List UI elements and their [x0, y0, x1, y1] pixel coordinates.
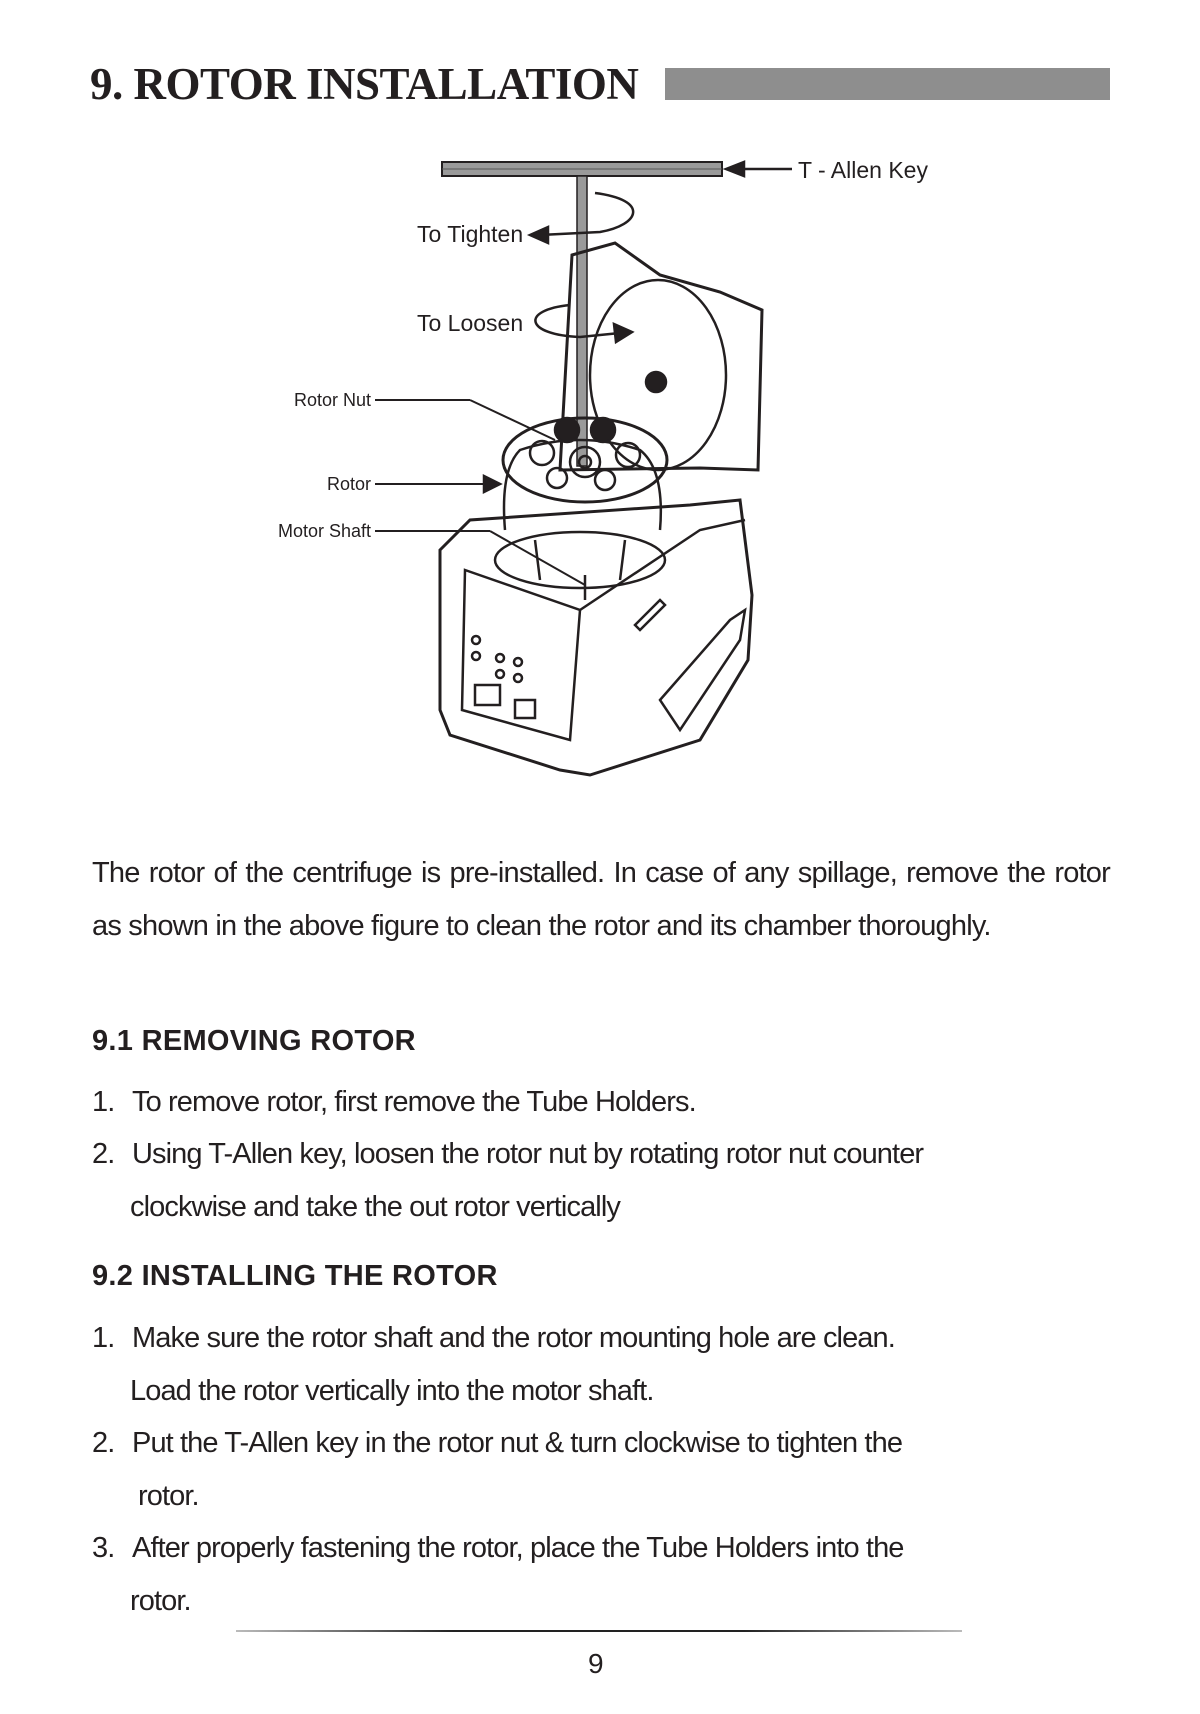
label-allen-key: T - Allen Key	[798, 157, 928, 183]
label-motor-shaft: Motor Shaft	[277, 521, 371, 541]
section-heading-removing-rotor: 9.1 REMOVING ROTOR	[92, 1025, 416, 1057]
list-item: 2. Using T-Allen key, loosen the rotor nut by rotating rotor nut counter clockwise and take the out rotor vertically	[92, 1138, 924, 1223]
list-item: 1. To remove rotor, first remove the Tube Holders.	[92, 1086, 696, 1118]
intro-paragraph: The rotor of the centrifuge is pre-installed. In case of any spillage, remove the rotor as shown in the above figure to clean the rotor and its chamber thoroughly.	[92, 857, 1110, 942]
section-heading-installing-rotor: 9.2 INSTALLING THE ROTOR	[92, 1260, 498, 1292]
label-rotor: Rotor	[326, 474, 371, 494]
rotor-installation-figure	[0, 130, 1200, 810]
footer-divider	[236, 1630, 962, 1632]
label-to-tighten: To Tighten	[417, 221, 524, 247]
list-item: 1. Make sure the rotor shaft and the rotor mounting hole are clean. Load the rotor vertically into the motor shaft.	[92, 1322, 895, 1407]
title-bar-decoration	[665, 68, 1110, 100]
page-title: 9. ROTOR INSTALLATION	[90, 59, 639, 109]
label-to-loosen: To Loosen	[417, 310, 524, 336]
list-item: 2. Put the T-Allen key in the rotor nut & turn clockwise to tighten the rotor.	[92, 1427, 903, 1512]
label-rotor-nut: Rotor Nut	[293, 390, 371, 410]
page-number: 9	[588, 1648, 604, 1679]
list-item: 3. After properly fastening the rotor, place the Tube Holders into the rotor.	[92, 1532, 904, 1617]
